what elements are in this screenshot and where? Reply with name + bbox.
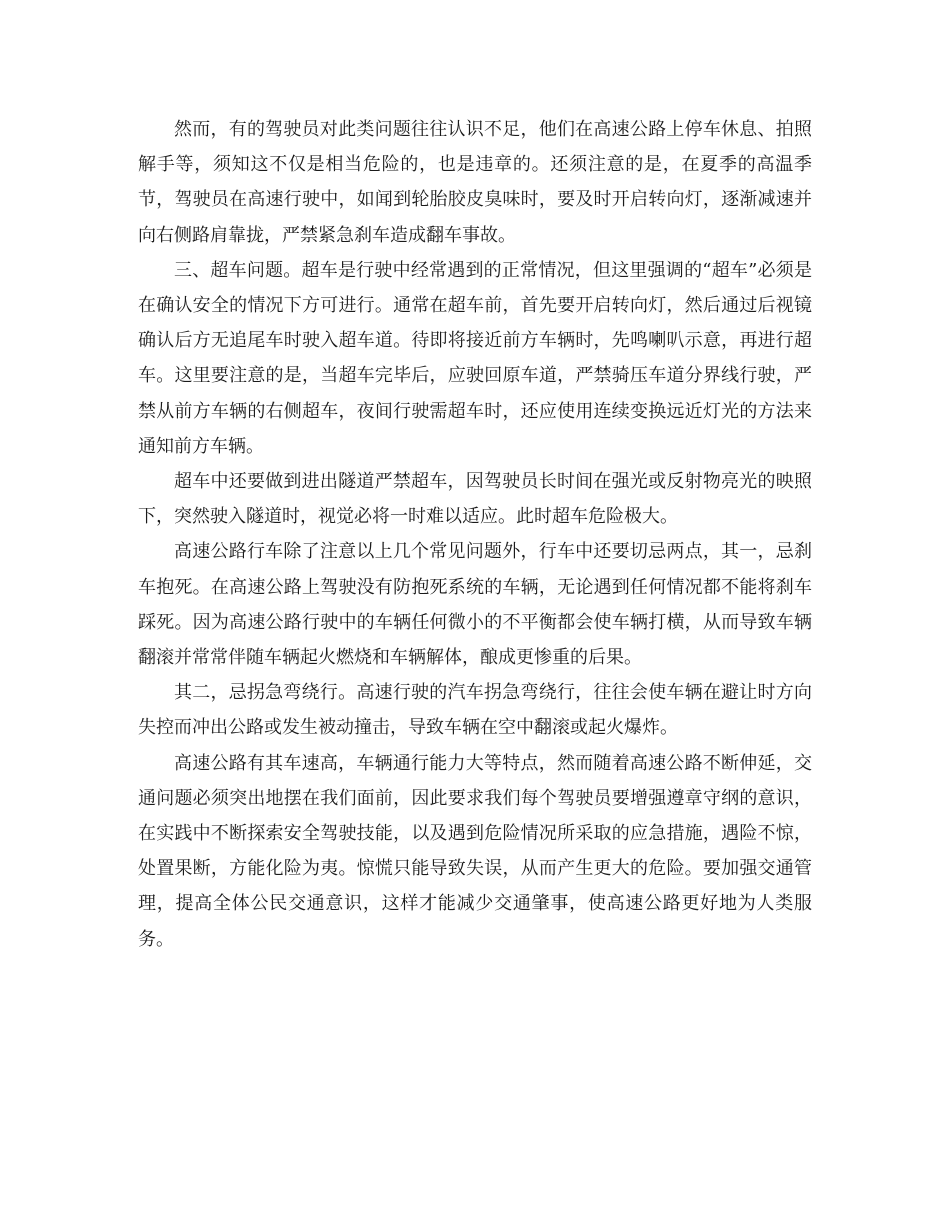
paragraph-brake-lock: 高速公路行车除了注意以上几个常见问题外，行车中还要切忌两点，其一，忌刹车抱死。在高速公路上驾驶没有防抱死系统的车辆，无论遇到任何情况都不能将刹车踩死。因为高速公路行驶中的车辆任何微小的不平衡都会使车辆打横，从而导致车辆翻滚并常常伴随车辆起火燃烧和车辆解体，酿成更惨重的后果。	[138, 541, 812, 669]
paragraph-overtaking: 三、超车问题。超车是行驶中经常遇到的正常情况，但这里强调的“超车”必须是在确认安全的情况下方可进行。通常在超车前，首先要开启转向灯，然后通过后视镜确认后方无追尾车时驶入超车道。待即将接近前方车辆时，先鸣喇叭示意，再进行超车。这里要注意的是，当超车完毕后，应驶回原车道，严禁骑压车道分界线行驶，严禁从前方车辆的右侧超车，夜间行驶需超车时，还应使用连续变换远近灯光的方法来通知前方车辆。	[138, 259, 812, 457]
paragraph-tunnel-overtaking: 超车中还要做到进出隧道严禁超车，因驾驶员长时间在强光或反射物亮光的映照下，突然驶入隧道时，视觉必将一时难以适应。此时超车危险极大。	[138, 471, 812, 528]
paragraph-conclusion: 高速公路有其车速高，车辆通行能力大等特点，然而随着高速公路不断伸延，交通问题必须突出地摆在我们面前，因此要求我们每个驾驶员要增强遵章守纲的意识，在实践中不断探索安全驾驶技能，以及遇到危险情况所采取的应急措施，遇险不惊，处置果断，方能化险为夷。惊慌只能导致失误，从而产生更大的危险。要加强交通管理，提高全体公民交通意识，这样才能减少交通肇事，使高速公路更好地为人类服务。	[138, 752, 812, 950]
paragraph-roadside-stopping: 然而，有的驾驶员对此类问题往往认识不足，他们在高速公路上停车休息、拍照解手等，须知这不仅是相当危险的，也是违章的。还须注意的是，在夏季的高温季节，驾驶员在高速行驶中，如闻到轮胎胶皮臭味时，要及时开启转向灯，逐渐减速并向右侧路肩靠拢，严禁紧急刹车造成翻车事故。	[138, 119, 812, 246]
document-body	[138, 112, 812, 957]
paragraph-sharp-turn: 其二，忌拐急弯绕行。高速行驶的汽车拐急弯绕行，往往会使车辆在避让时方向失控而冲出公路或发生被动撞击，导致车辆在空中翻滚或起火爆炸。	[138, 682, 812, 739]
